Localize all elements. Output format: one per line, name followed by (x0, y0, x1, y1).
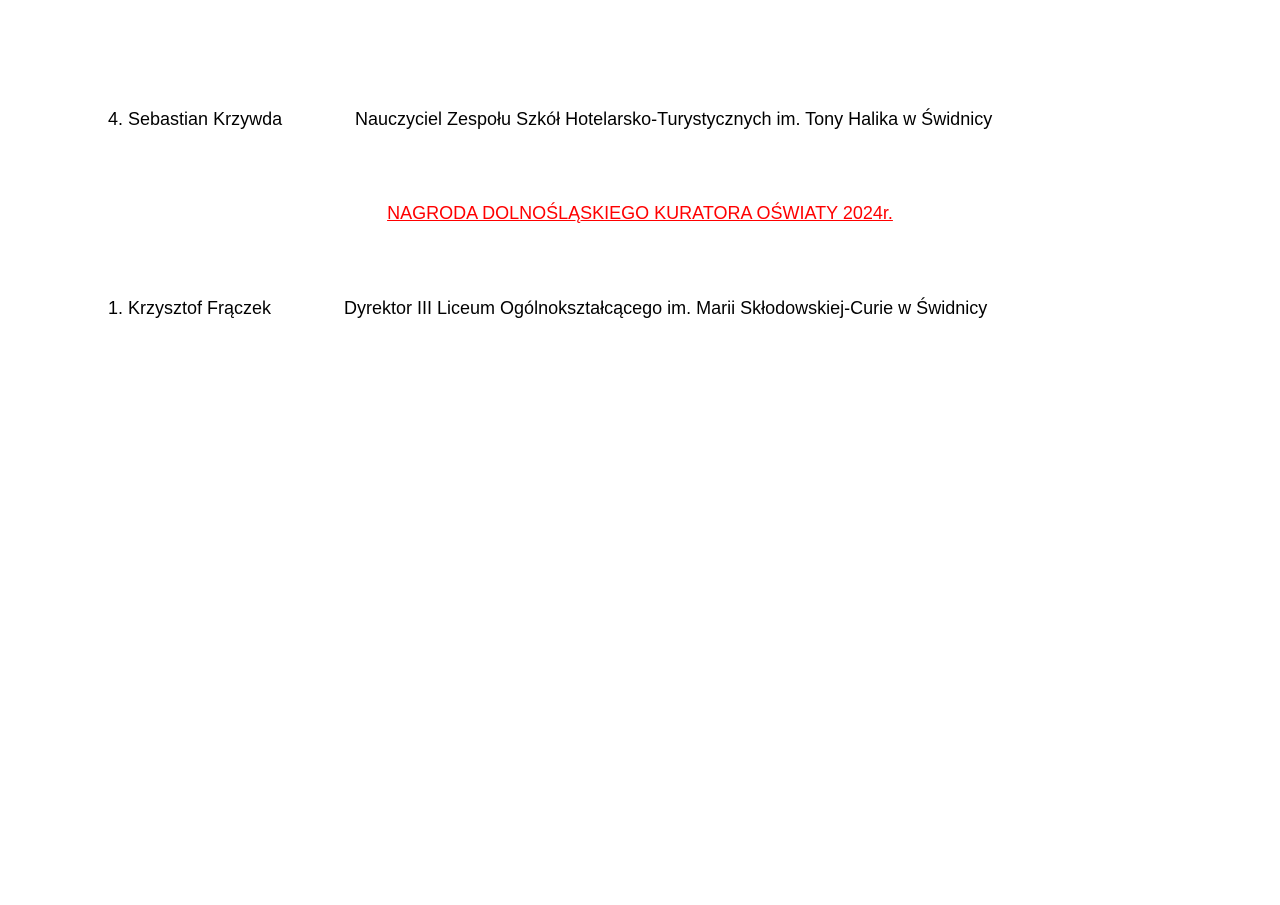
awardee-description: Dyrektor III Liceum Ogólnokształcącego im. Marii Skłodowskiej-Curie w Świdnicy (344, 298, 988, 318)
awardee-name: 4. Sebastian Krzywda (108, 109, 283, 129)
awardee-name: 1. Krzysztof Frączek (108, 298, 272, 318)
section-heading: NAGRODA DOLNOŚLĄSKIEGO KURATORA OŚWIATY 2024r. (387, 203, 893, 223)
awardee-description: Nauczyciel Zespołu Szkół Hotelarsko-Turystycznych im. Tony Halika w Świdnicy (355, 109, 993, 129)
